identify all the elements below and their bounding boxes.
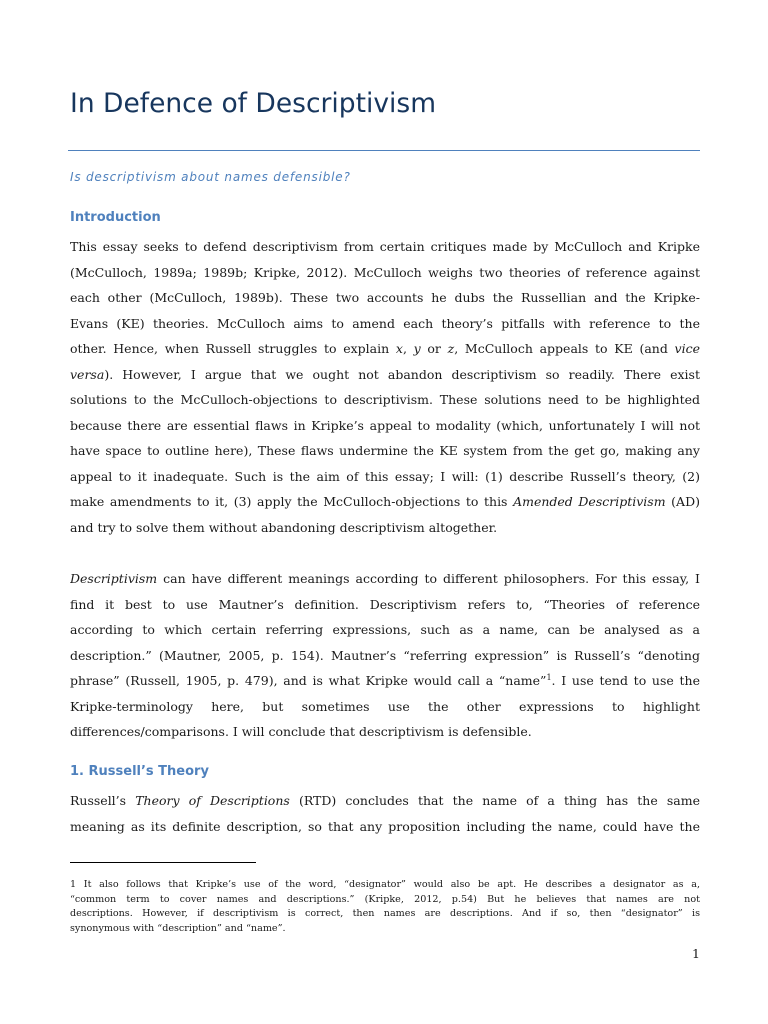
title-divider	[68, 150, 700, 151]
paragraph-line: Russell’s Theory of Descriptions (RTD) concludes that the name of a thing has the same	[70, 793, 700, 808]
paragraph-line: (McCulloch, 1989a; 1989b; Kripke, 2012). McCulloch weighs two theories of reference against	[70, 264, 700, 280]
footnote-marker: 1	[546, 672, 552, 682]
paragraph-line: versa). However, I argue that we ought not abandon descriptivism so readily. There exist	[70, 366, 700, 382]
paragraph-line: phrase” (Russell, 1905, p. 479), and is what Kripke would call a “name”$^1$. I use tend to use the	[70, 672, 700, 688]
paragraph-line: appeal to it inadequate. Such is the aim of this essay; I will: (1) describe Russell’s theory, (2)	[70, 468, 700, 484]
page-title: In Defence of Descriptivism	[70, 88, 437, 119]
paragraph-line: other. Hence, when Russell struggles to explain x, y or z, McCulloch appeals to KE (and vice	[70, 341, 700, 356]
paragraph-2	[70, 566, 700, 745]
heading-russells-theory: 1. Russell’s Theory	[70, 764, 209, 779]
subtitle: Is descriptivism about names defensible?	[70, 170, 351, 184]
paragraph-line: differences/comparisons. I will conclude that descriptivism is defensible.	[70, 724, 532, 739]
paragraph-line: and try to solve them without abandoning descriptivism altogether.	[70, 519, 498, 535]
footnote-divider	[70, 862, 256, 863]
footnote-line: synonymous with “description” and “name”.	[70, 922, 286, 934]
paragraph-line: Kripke-terminology here, but sometimes use the other expressions to highlight	[70, 698, 700, 714]
paragraph-line: because there are essential flaws in Kripke’s appeal to modality (which, unfortunately I will not	[70, 417, 700, 433]
paragraph-3	[70, 788, 700, 839]
paragraph-line: each other (McCulloch, 1989b). These two accounts he dubs the Russellian and the Kripke-	[70, 290, 700, 305]
page-number: 1	[692, 946, 700, 961]
paragraph-line: Descriptivism can have different meanings according to different philosophers. For this essay, I	[70, 571, 700, 586]
footnote	[70, 878, 700, 936]
paragraph-line: make amendments to it, (3) apply the McCulloch-objections to this Amended Descriptivism (AD)	[70, 494, 700, 509]
paragraph-line: find it best to use Mautner’s definition. Descriptivism refers to, “Theories of reference	[70, 596, 700, 612]
paragraph-line: according to which certain referring expressions, such as a name, can be analysed as a	[70, 622, 700, 637]
footnote-line: descriptions. However, if descriptivism is correct, then names are descriptions. And if so, then “designator” is	[70, 908, 700, 919]
paragraph-line: This essay seeks to defend descriptivism from certain critiques made by McCulloch and Kripke	[70, 239, 700, 254]
footnote-line: 1 It also follows that Kripke’s use of the word, “designator” would also be apt. He describes a designator as a,	[70, 879, 700, 890]
heading-introduction: Introduction	[70, 210, 161, 225]
paragraph-line: have space to outline here), These flaws undermine the KE system from the get go, making any	[70, 443, 700, 458]
paragraph-line: description.” (Mautner, 2005, p. 154). Mautner’s “referring expression” is Russell’s “denoting	[70, 647, 700, 663]
footnote-line: “common term to cover names and descriptions.” (Kripke, 2012, p.54) But he believes that names are not	[70, 893, 700, 905]
paragraph-line: meaning as its definite description, so that any proposition including the name, could have the	[70, 818, 700, 834]
paragraph-line: Evans (KE) theories. McCulloch aims to amend each theory’s pitfalls with reference to the	[70, 315, 700, 331]
paragraph-1	[70, 234, 700, 540]
paragraph-line: solutions to the McCulloch-objections to descriptivism. These solutions need to be highlighted	[70, 392, 700, 407]
